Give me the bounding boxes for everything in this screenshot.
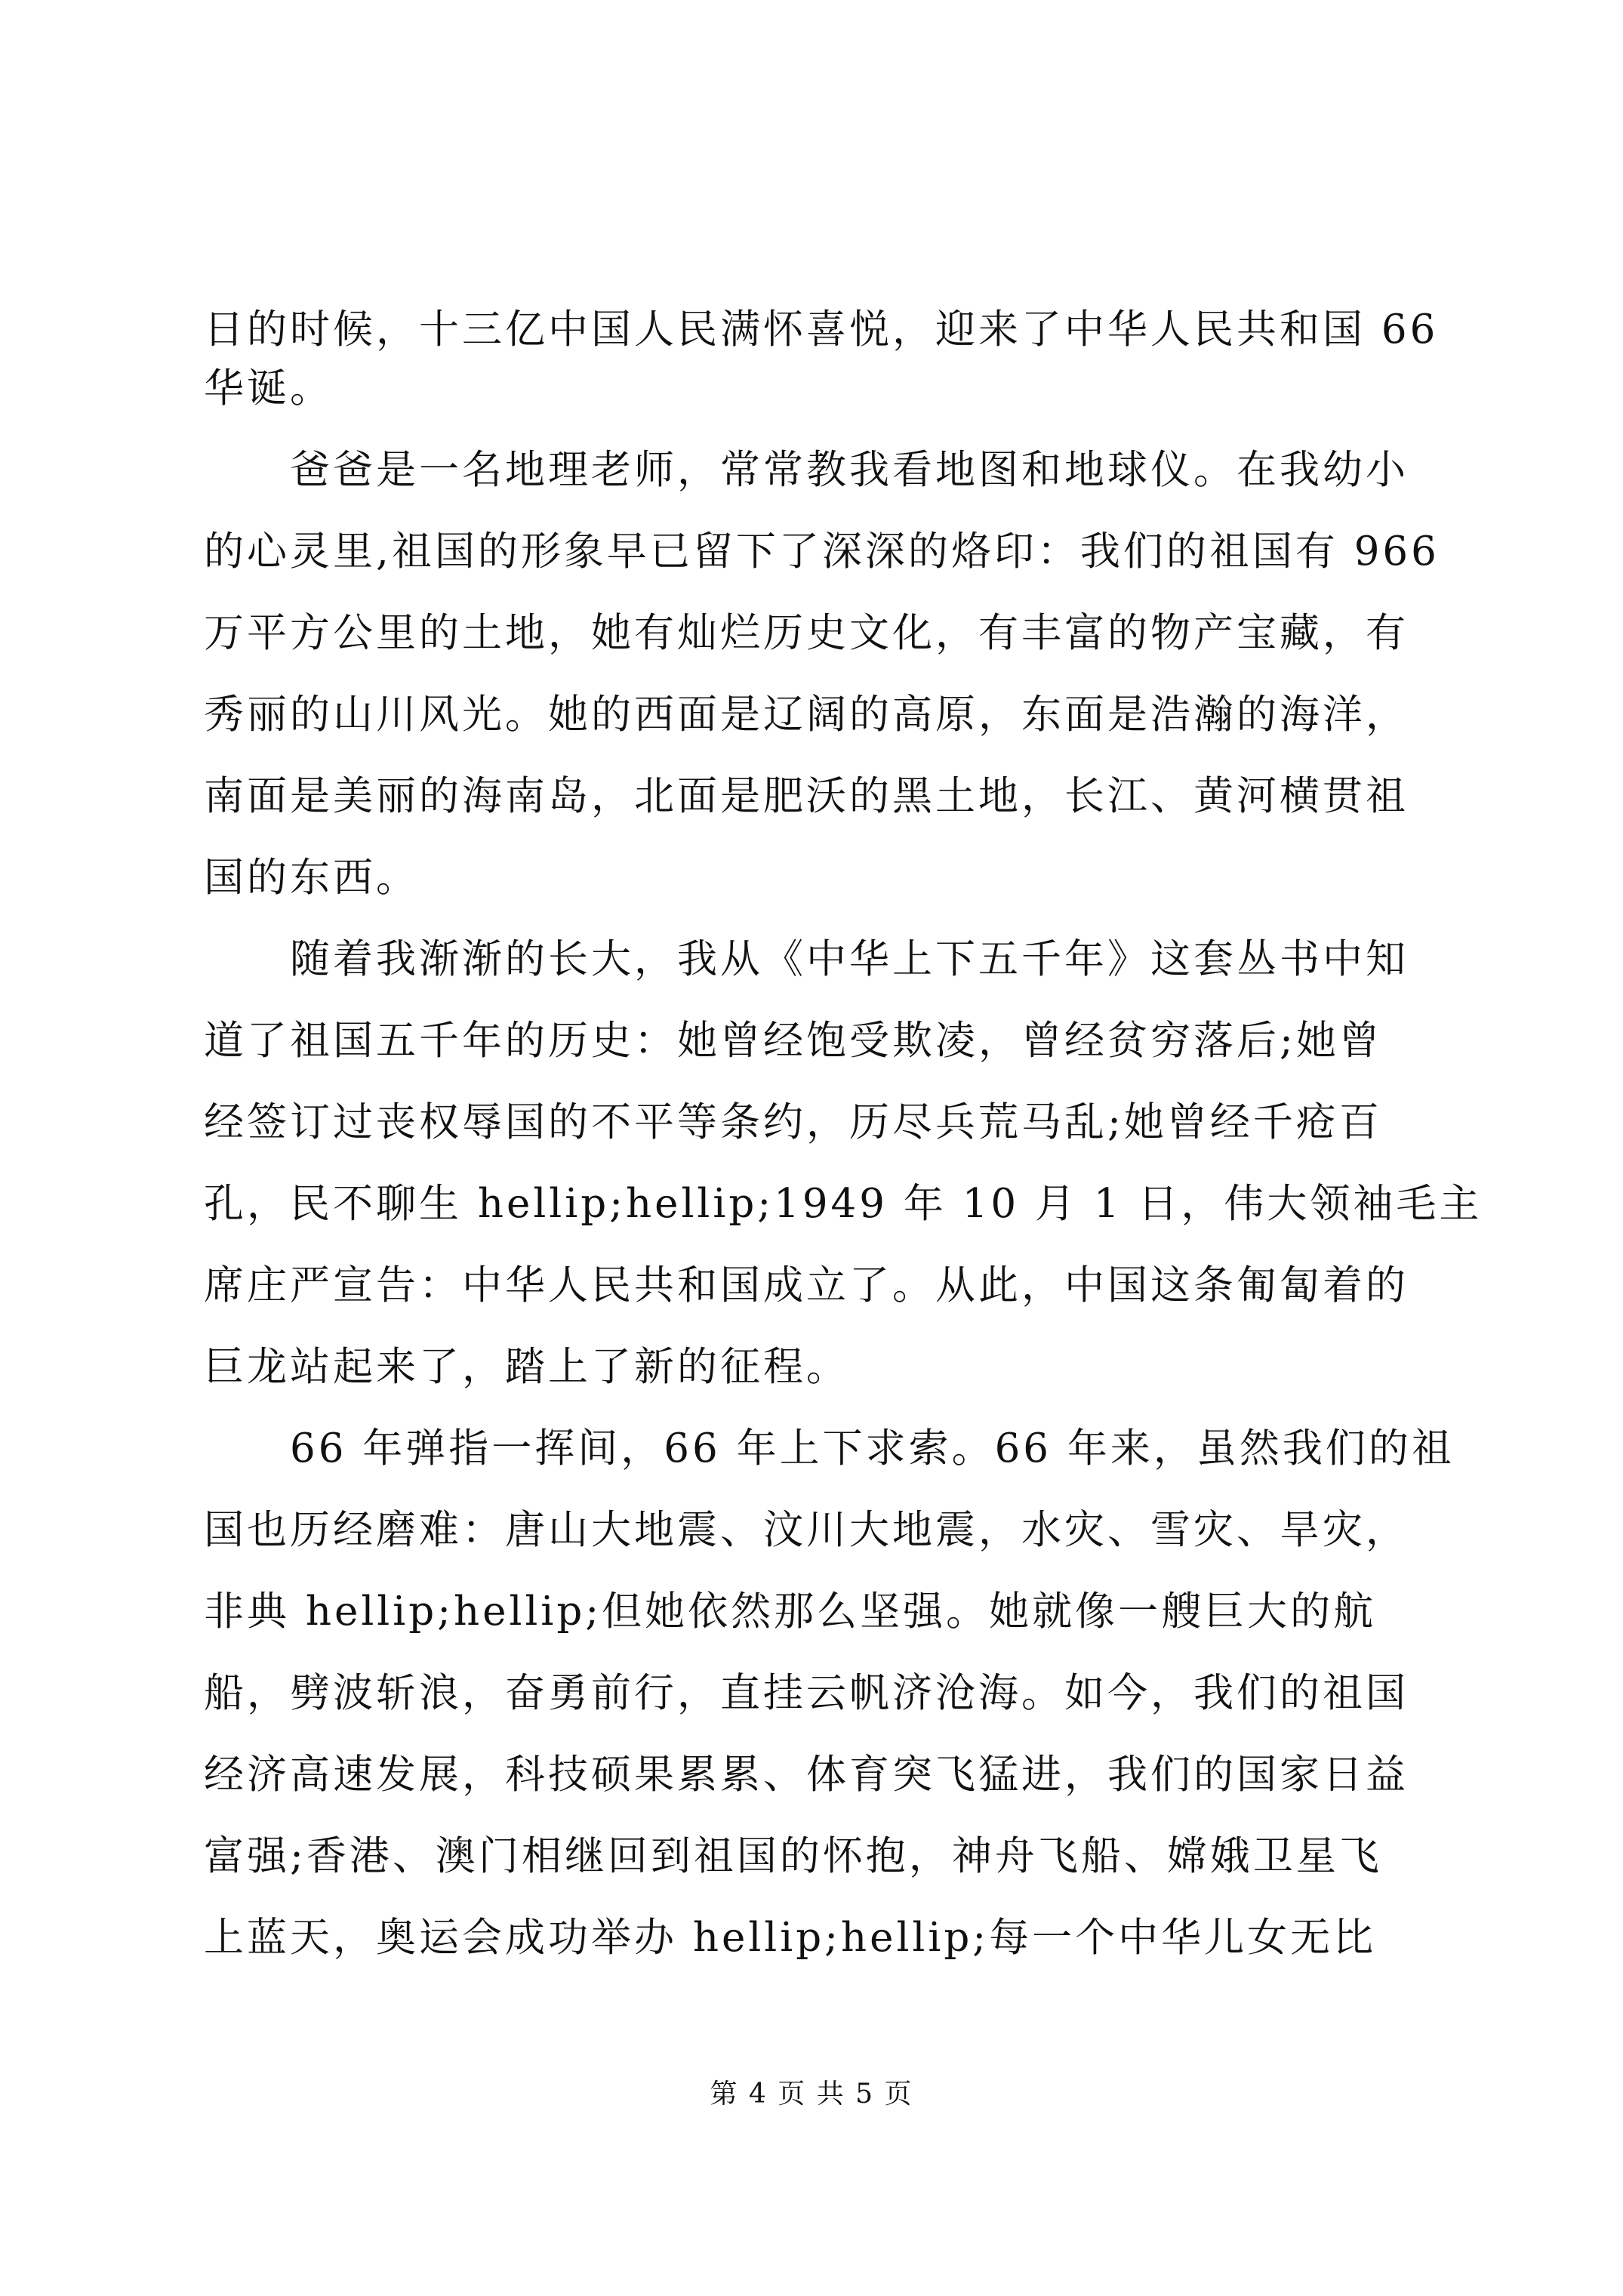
text-line: 南面是美丽的海南岛，北面是肥沃的黑土地，长江、黄河横贯祖 (204, 773, 1409, 819)
text-line: 国的东西。 (204, 855, 419, 901)
text-line: 万平方公里的土地，她有灿烂历史文化，有丰富的物产宝藏，有 (204, 610, 1409, 656)
paragraph (204, 300, 1439, 418)
paragraph (204, 441, 1440, 908)
text-line: 日的时候，十三亿中国人民满怀喜悦，迎来了中华人民共和国 66 (204, 307, 1439, 353)
text-line: 非典 hellip;hellip;但她依然那么坚强。她就像一艘巨大的航 (204, 1589, 1377, 1635)
text-line: 席庄严宣告：中华人民共和国成立了。从此，中国这条匍匐着的 (204, 1262, 1409, 1308)
text-line: 巨龙站起来了，踏上了新的征程。 (204, 1344, 849, 1390)
paragraph (204, 1419, 1455, 1968)
text-line: 爸爸是一名地理老师，常常教我看地图和地球仪。在我幼小 (204, 447, 1409, 493)
text-line: 的心灵里,祖国的形象早已留下了深深的烙印：我们的祖国有 966 (204, 529, 1440, 575)
text-line: 上蓝天，奥运会成功举办 hellip;hellip;每一个中华儿女无比 (204, 1915, 1377, 1961)
text-line: 经签订过丧权辱国的不平等条约，历尽兵荒马乱;她曾经千疮百 (204, 1099, 1382, 1145)
text-line: 66 年弹指一挥间，66 年上下求索。66 年来，虽然我们的祖 (204, 1425, 1455, 1472)
text-line: 国也历经磨难：唐山大地震、汶川大地震，水灾、雪灾、旱灾， (204, 1507, 1409, 1553)
page-number-footer: 第 4 页 共 5 页 (710, 2079, 913, 2110)
text-line: 随着我渐渐的长大，我从《中华上下五千年》这套丛书中知 (204, 936, 1409, 982)
text-line: 富强;香港、澳门相继回到祖国的怀抱，神舟飞船、嫦娥卫星飞 (204, 1833, 1382, 1879)
text-line: 秀丽的山川风光。她的西面是辽阔的高原，东面是浩瀚的海洋， (204, 692, 1409, 738)
document-body (204, 300, 1483, 1968)
text-line: 华诞。 (204, 365, 333, 411)
text-line: 道了祖国五千年的历史：她曾经饱受欺凌，曾经贫穷落后;她曾 (204, 1018, 1382, 1064)
text-line: 船，劈波斩浪，奋勇前行，直挂云帆济沧海。如今，我们的祖国 (204, 1670, 1409, 1716)
paragraph (204, 930, 1483, 1397)
text-line: 孔，民不聊生 hellip;hellip;1949 年 10 月 1 日，伟大领袖毛主 (204, 1181, 1483, 1227)
text-line: 经济高速发展，科技硕果累累、体育突飞猛进，我们的国家日益 (204, 1752, 1409, 1798)
